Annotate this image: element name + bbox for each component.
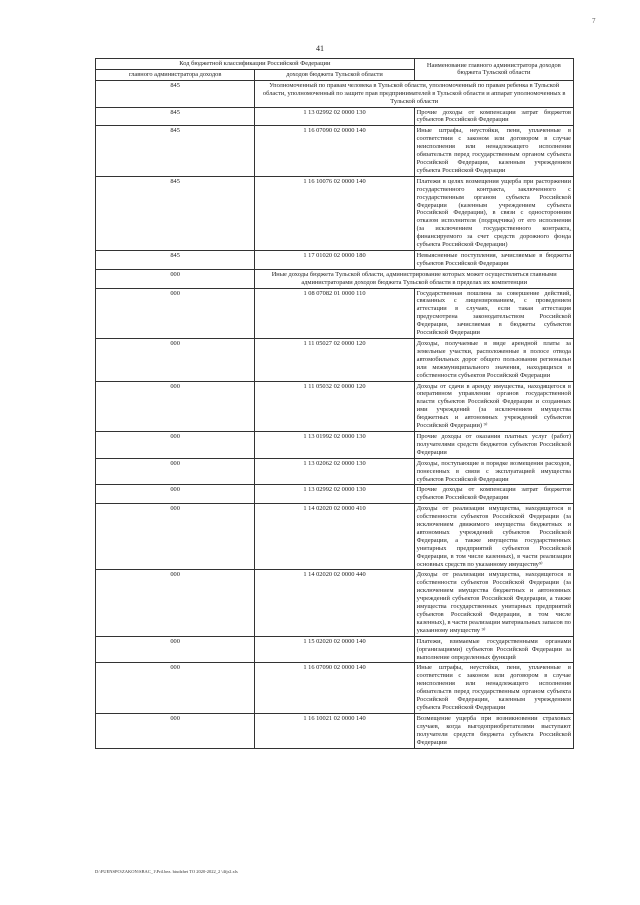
admin-code-cell: 000 [96, 288, 255, 338]
admin-code-cell: 000 [96, 485, 255, 504]
table-row [96, 713, 574, 748]
revenue-name-cell: Иные штрафы, неустойки, пени, уплаченные в соответствии с законом или договором в случае неисполнения или ненадлежащего исполнения обязательств перед государственным органом субъекта Российской Федерации, казенным учреждением субъекта Российской Федерации [414, 126, 573, 176]
revenue-code-cell: 1 13 01992 02 0000 130 [255, 431, 414, 458]
table-row [96, 250, 574, 269]
table-row [96, 381, 574, 431]
admin-code-cell: 845 [96, 80, 255, 107]
header-kbk: Код бюджетной классификации Российской Федерации [96, 59, 415, 70]
revenue-name-cell: Платежи в целях возмещения ущерба при расторжении государственного контракта, заключенного с государственным органом субъекта Российской Федерации (казенным учреждением субъекта Российской Федерации), в связи с односторонним отказом исполнителя (подрядчика) от его исполнения (за исключением государственного контракта, финансируемого за счет средств дорожного фонда субъекта Российской Федерации) [414, 176, 573, 250]
revenue-name-cell: Прочие доходы от компенсации затрат бюджетов субъектов Российской Федерации [414, 485, 573, 504]
revenue-name-cell: Доходы от сдачи в аренду имущества, находящегося в оперативном управлении органов государственной власти субъектов Российской Федерации и созданных ими учреждений (за исключением имущества бюджетных и автономных учреждений субъектов Российской Федерации) ⁹⁾ [414, 381, 573, 431]
section-title: Уполномоченный по правам человека в Тульской области, уполномоченный по правам ребенка в Тульской области, уполномоченный по защите прав предпринимателей в Тульской области и аппарат уполномоченных в Тульской области [255, 80, 574, 107]
revenue-code-cell: 1 14 02020 02 0000 410 [255, 504, 414, 570]
revenue-code-cell: 1 11 05027 02 0000 120 [255, 339, 414, 382]
revenue-code-cell: 1 16 07090 02 0000 140 [255, 126, 414, 176]
table-row [96, 176, 574, 250]
revenue-name-cell: Государственная пошлина за совершение действий, связанных с лицензированием, с проведением аттестации в случаях, если такая аттестация предусмотрена законодательством Российской Федерации, зачисляемая в бюджеты субъектов Российской Федерации [414, 288, 573, 338]
table-row [96, 107, 574, 126]
admin-code-cell: 000 [96, 636, 255, 663]
admin-code-cell: 000 [96, 663, 255, 713]
revenue-name-cell: Доходы от реализации имущества, находящегося в собственности субъектов Российской Федерации (за исключением движимого имущества бюджетных и автономных учреждений субъектов Российской Федерации, а также имущества государственных унитарных предприятий субъектов Российской Федерации, в том числе казенных), в части реализации основных средств по указанному имуществу⁹⁾ [414, 504, 573, 570]
budget-classification-table [95, 58, 574, 749]
section-row [96, 269, 574, 288]
admin-code-cell: 000 [96, 713, 255, 748]
header-name: Наименование главного администратора доходов бюджета Тульской области [414, 59, 573, 81]
footer-path: D:\FUENSPO\ZAKON\SBAC_1\Pril.bez. biudzhet TO 2020-2022_2 \4fjr2.xls [95, 869, 238, 874]
revenue-name-cell: Прочие доходы от оказания платных услуг (работ) получателями средств бюджетов субъектов Российской Федерации [414, 431, 573, 458]
section-title: Иные доходы бюджета Тульской области, администрирование которых может осуществляться главными администраторами доходов бюджета Тульской области в пределах их компетенции [255, 269, 574, 288]
admin-code-cell: 000 [96, 269, 255, 288]
revenue-name-cell: Невыясненные поступления, зачисляемые в бюджеты субъектов Российской Федерации [414, 250, 573, 269]
revenue-code-cell: 1 13 02992 02 0000 130 [255, 485, 414, 504]
table-row [96, 636, 574, 663]
admin-code-cell: 845 [96, 250, 255, 269]
table-row [96, 570, 574, 636]
revenue-code-cell: 1 14 02020 02 0000 440 [255, 570, 414, 636]
revenue-code-cell: 1 08 07082 01 0000 110 [255, 288, 414, 338]
table-row [96, 663, 574, 713]
admin-code-cell: 000 [96, 381, 255, 431]
table-header-row [96, 59, 574, 70]
revenue-code-cell: 1 16 10076 02 0000 140 [255, 176, 414, 250]
table-row [96, 485, 574, 504]
admin-code-cell: 000 [96, 339, 255, 382]
header-admin: главного администратора доходов [96, 69, 255, 80]
admin-code-cell: 000 [96, 570, 255, 636]
admin-code-cell: 000 [96, 458, 255, 485]
table-row [96, 458, 574, 485]
revenue-name-cell: Доходы, получаемые в виде арендной платы за земельные участки, расположенные в полосе отвода автомобильных дорог общего пользования региональн или межмуниципального значения, находящихся в собственности субъектов Российской Федерации [414, 339, 573, 382]
section-row [96, 80, 574, 107]
admin-code-cell: 000 [96, 504, 255, 570]
revenue-code-cell: 1 13 02992 02 0000 130 [255, 107, 414, 126]
revenue-name-cell: Иные штрафы, неустойки, пени, уплаченные в соответствии с законом или договором в случае неисполнения или ненадлежащего исполнения обязательств перед государственным органом субъекта Российской Федерации, казенным учреждением субъекта Российской Федерации [414, 663, 573, 713]
admin-code-cell: 000 [96, 431, 255, 458]
corner-mark: 7 [592, 17, 596, 25]
revenue-name-cell: Платежи, взимаемые государственными органами (организациями) субъектов Российской Федерации за выполнение определенных функций [414, 636, 573, 663]
revenue-code-cell: 1 16 07090 02 0000 140 [255, 663, 414, 713]
page-number: 41 [316, 44, 324, 53]
revenue-code-cell: 1 15 02020 02 0000 140 [255, 636, 414, 663]
admin-code-cell: 845 [96, 126, 255, 176]
revenue-name-cell: Доходы, поступающие в порядке возмещения расходов, понесенных в связи с эксплуатацией имущества субъектов Российской Федерации [414, 458, 573, 485]
table-row [96, 504, 574, 570]
table-row [96, 339, 574, 382]
header-revenue: доходов бюджета Тульской области [255, 69, 414, 80]
revenue-name-cell: Прочие доходы от компенсации затрат бюджетов субъектов Российской Федерации [414, 107, 573, 126]
revenue-code-cell: 1 13 02062 02 0000 130 [255, 458, 414, 485]
revenue-code-cell: 1 17 01020 02 0000 180 [255, 250, 414, 269]
revenue-code-cell: 1 16 10021 02 0000 140 [255, 713, 414, 748]
revenue-name-cell: Возмещение ущерба при возникновении страховых случаев, когда выгодоприобретателями выступают получатели средств бюджета субъекта Российской Федерации [414, 713, 573, 748]
table-row [96, 431, 574, 458]
admin-code-cell: 845 [96, 176, 255, 250]
revenue-name-cell: Доходы от реализации имущества, находящегося в собственности субъектов Российской Федерации (за исключением имущества бюджетных и автономных учреждений субъектов Российской Федерации, а также имущества государственных унитарных предприятий субъектов Российской Федерации, в том числе казенных), в части реализации материальных запасов по указанному имуществу ⁹⁾ [414, 570, 573, 636]
revenue-code-cell: 1 11 05032 02 0000 120 [255, 381, 414, 431]
table-body [96, 59, 574, 749]
table-row [96, 288, 574, 338]
admin-code-cell: 845 [96, 107, 255, 126]
table-row [96, 126, 574, 176]
